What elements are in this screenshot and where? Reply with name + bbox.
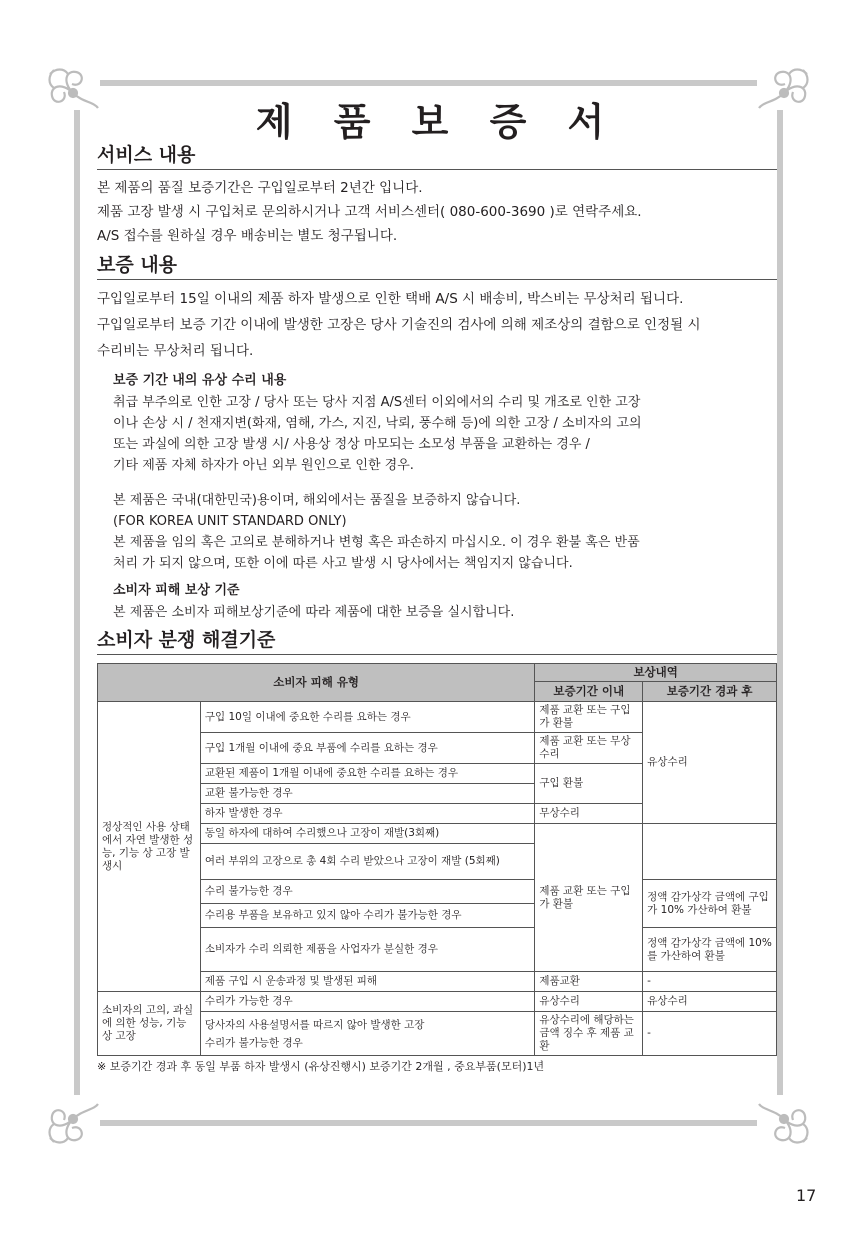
table-row: 제품 구입 시 운송과정 및 발생된 피해 xyxy=(200,972,534,992)
corner-ornament-icon xyxy=(42,1088,104,1150)
text-line: 본 제품의 품질 보증기간은 구입일로부터 2년간 입니다. xyxy=(97,180,423,196)
within-cell: 유상수리에 해당하는 금액 징수 후 제품 교환 xyxy=(535,1012,643,1056)
row-line: 당사자의 사용설명서를 따르지 않아 발생한 고장 xyxy=(204,1018,425,1031)
table-row: 수리가 가능한 경우 xyxy=(200,992,534,1012)
subheading-paid-repair: 보증 기간 내의 유상 수리 내용 xyxy=(113,373,287,388)
header-after-warranty: 보증기간 경과 후 xyxy=(643,682,777,702)
warranty-document xyxy=(97,98,777,1075)
table-row: 교환된 제품이 1개월 이내에 중요한 수리를 요하는 경우 xyxy=(200,764,534,784)
paid-repair-block xyxy=(97,370,777,476)
after-cell: - xyxy=(643,1012,777,1056)
text-line: 처리 가 되지 않으며, 또한 이에 따른 사고 발생 시 당사에서는 책임지지 않습니다. xyxy=(113,556,573,571)
within-cell: 유상수리 xyxy=(535,992,643,1012)
table-row: 동일 하자에 대하여 수리했으나 고장이 재발(3회째) xyxy=(200,824,534,844)
table-row: 수리 불가능한 경우 xyxy=(200,880,534,904)
category-consumer-fault: 소비자의 고의, 과실에 의한 성능, 기능 상 고장 xyxy=(98,992,201,1056)
text-line: 기타 제품 자체 하자가 아닌 외부 원인으로 인한 경우. xyxy=(113,458,414,473)
warranty-text xyxy=(97,286,777,364)
dispute-resolution-table xyxy=(97,663,777,1056)
within-cell: 제품 교환 또는 구입가 환불 xyxy=(535,702,643,733)
text-line: 수리비는 무상처리 됩니다. xyxy=(97,343,254,359)
after-cell: 유상수리 xyxy=(643,702,777,824)
frame-left-border xyxy=(74,110,80,1095)
frame-right-border xyxy=(777,110,783,1095)
text-line: 본 제품은 소비자 피해보상기준에 따라 제품에 대한 보증을 실시합니다. xyxy=(113,605,515,620)
section-heading-service: 서비스 내용 xyxy=(97,140,777,170)
page-title: 제 품 보 증 서 xyxy=(255,100,619,144)
corner-ornament-icon xyxy=(42,62,104,124)
table-row: 교환 불가능한 경우 xyxy=(200,784,534,804)
header-within-warranty: 보증기간 이내 xyxy=(535,682,643,702)
table-row: 소비자가 수리 의뢰한 제품을 사업자가 분실한 경우 xyxy=(200,928,534,972)
page-number: 17 xyxy=(796,1186,817,1205)
header-compensation: 보상내역 xyxy=(535,664,777,682)
within-cell: 제품 교환 또는 구입가 환불 xyxy=(535,824,643,972)
after-cell-empty xyxy=(643,824,777,880)
compensation-block xyxy=(97,580,777,623)
text-line: A/S 접수를 원하실 경우 배송비는 별도 청구됩니다. xyxy=(97,228,398,244)
corner-ornament-icon xyxy=(753,1088,815,1150)
after-cell: 정액 감가상각 금액에 10%를 가산하여 환불 xyxy=(643,928,777,972)
text-line: 이나 손상 시 / 천재지변(화재, 염해, 가스, 지진, 낙뢰, 풍수해 등)에 의한 고장 / 소비자의 고의 xyxy=(113,416,642,431)
frame-bottom-border xyxy=(100,1120,757,1126)
text-line: 구입일로부터 15일 이내의 제품 하자 발생으로 인한 택배 A/S 시 배송비, 박스비는 무상처리 됩니다. xyxy=(97,291,684,307)
table-footnote: ※ 보증기간 경과 후 동일 부품 하자 발생시 (유상진행시) 보증기간 2개월 , 중요부품(모터)1년 xyxy=(97,1060,545,1073)
table-row: 여러 부위의 고장으로 총 4회 수리 받았으나 고장이 재발 (5회째) xyxy=(200,844,534,880)
text-line: 구입일로부터 보증 기간 이내에 발생한 고장은 당사 기술진의 검사에 의해 제조상의 결함으로 인정될 시 xyxy=(97,317,701,333)
text-line: 또는 과실에 의한 고장 발생 시/ 사용상 정상 마모되는 소모성 부품을 교환하는 경우 / xyxy=(113,437,590,452)
text-line: (FOR KOREA UNIT STANDARD ONLY) xyxy=(113,514,347,529)
section-heading-dispute: 소비자 분쟁 해결기준 xyxy=(97,625,777,655)
section-heading-warranty: 보증 내용 xyxy=(97,250,777,280)
within-cell: 무상수리 xyxy=(535,804,643,824)
subheading-compensation: 소비자 피해 보상 기준 xyxy=(113,583,240,598)
service-text xyxy=(97,176,777,248)
table-row: 하자 발생한 경우 xyxy=(200,804,534,824)
notice-block xyxy=(97,490,777,574)
table-row xyxy=(200,1012,534,1056)
within-cell: 제품 교환 또는 무상수리 xyxy=(535,733,643,764)
table-row: 수리용 부품을 보유하고 있지 않아 수리가 불가능한 경우 xyxy=(200,904,534,928)
category-normal-use: 정상적인 사용 상태에서 자연 발생한 성능, 기능 상 고장 발생시 xyxy=(98,702,201,992)
text-line: 본 제품을 임의 혹은 고의로 분해하거나 변형 혹은 파손하지 마십시오. 이 경우 환불 혹은 반품 xyxy=(113,535,640,550)
text-line: 취급 부주의로 인한 고장 / 당사 또는 당사 지점 A/S센터 이외에서의 수리 및 개조로 인한 고장 xyxy=(113,395,641,410)
within-cell: 구입 환불 xyxy=(535,764,643,804)
row-line: 수리가 불가능한 경우 xyxy=(204,1036,303,1049)
after-cell: 정액 감가상각 금액에 구입가 10% 가산하여 환불 xyxy=(643,880,777,928)
frame-top-border xyxy=(100,80,757,86)
after-cell: - xyxy=(643,972,777,992)
table-row: 구입 10일 이내에 중요한 수리를 요하는 경우 xyxy=(200,702,534,733)
table-row: 구입 1개월 이내에 중요 부품에 수리를 요하는 경우 xyxy=(200,733,534,764)
after-cell: 유상수리 xyxy=(643,992,777,1012)
within-cell: 제품교환 xyxy=(535,972,643,992)
text-line: 제품 고장 발생 시 구입처로 문의하시거나 고객 서비스센터( 080-600-3690 )로 연락주세요. xyxy=(97,204,642,220)
header-damage-type: 소비자 피해 유형 xyxy=(98,664,535,702)
text-line: 본 제품은 국내(대한민국)용이며, 해외에서는 품질을 보증하지 않습니다. xyxy=(113,493,521,508)
